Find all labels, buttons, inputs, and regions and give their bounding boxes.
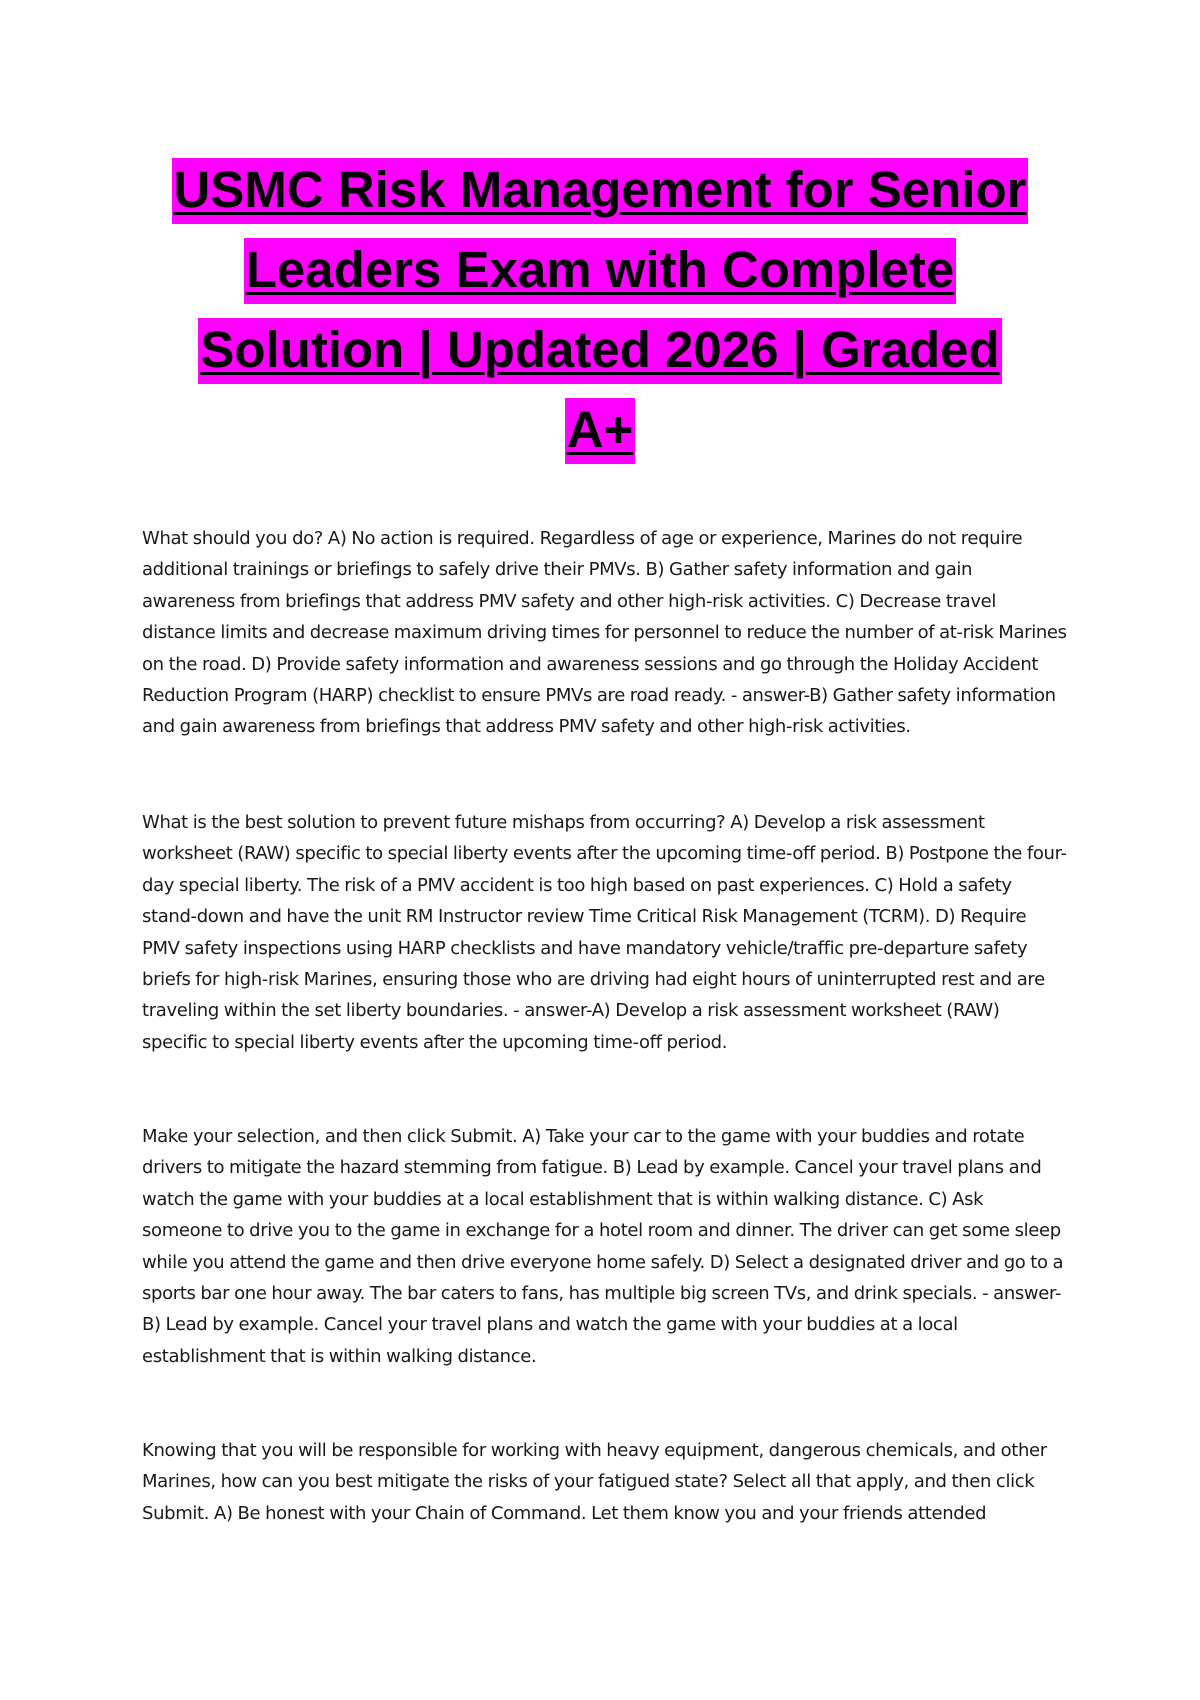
question-answer-2: What is the best solution to prevent future mishaps from occurring? A) Develop a risk assessment worksheet (RAW) specific to special liberty events after the upcoming time-off period. B) Postpone the four-day special liberty. The risk of a PMV accident is too high based on past experiences. C) Hold a safety stand-down and have the unit RM Instructor review Time Critical Risk Management (TCRM). D) Require PMV safety inspections using HARP checklists and have mandatory vehicle/traffic pre-departure safety briefs for high-risk Marines, ensuring those who are driving had eight hours of uninterrupted rest and are traveling within the set liberty boundaries. - answer-A) Develop a risk assessment worksheet (RAW) specific to special liberty events after the upcoming time-off period. [142, 812, 1067, 1053]
question-answer-4: Knowing that you will be responsible for working with heavy equipment, dangerous chemicals, and other Marines, how can you best mitigate the risks of your fatigued state? Select all that apply, and then click Submit. A) Be honest with your Chain of Command. Let them know you and your friends attended [142, 1440, 1047, 1524]
title-line-1: USMC Risk Management for Senior [172, 158, 1029, 224]
title-line-3: Solution | Updated 2026 | Graded [198, 318, 1001, 384]
document-title [100, 150, 1100, 470]
question-answer-3: Make your selection, and then click Submit. A) Take your car to the game with your buddies and rotate drivers to mitigate the hazard stemming from fatigue. B) Lead by example. Cancel your travel plans and watch the game with your buddies at a local establishment that is within walking distance. C) Ask someone to drive you to the game in exchange for a hotel room and dinner. The driver can get some sleep while you attend the game and then drive everyone home safely. D) Select a designated driver and go to a sports bar one hour away. The bar caters to fans, has multiple big screen TVs, and drink specials. - answer-B) Lead by example. Cancel your travel plans and watch the game with your buddies at a local establishment that is within walking distance. [142, 1126, 1064, 1367]
title-line-2: Leaders Exam with Complete [244, 238, 957, 304]
title-line-4: A+ [565, 398, 636, 464]
question-answer-1: What should you do? A) No action is required. Regardless of age or experience, Marines do not require additional trainings or briefings to safely drive their PMVs. B) Gather safety information and gain awareness from briefings that address PMV safety and other high-risk activities. C) Decrease travel distance limits and decrease maximum driving times for personnel to reduce the number of at-risk Marines on the road. D) Provide safety information and awareness sessions and go through the Holiday Accident Reduction Program (HARP) checklist to ensure PMVs are road ready. - answer-B) Gather safety information and gain awareness from briefings that address PMV safety and other high-risk activities. [142, 528, 1067, 738]
title-block [100, 150, 1100, 470]
